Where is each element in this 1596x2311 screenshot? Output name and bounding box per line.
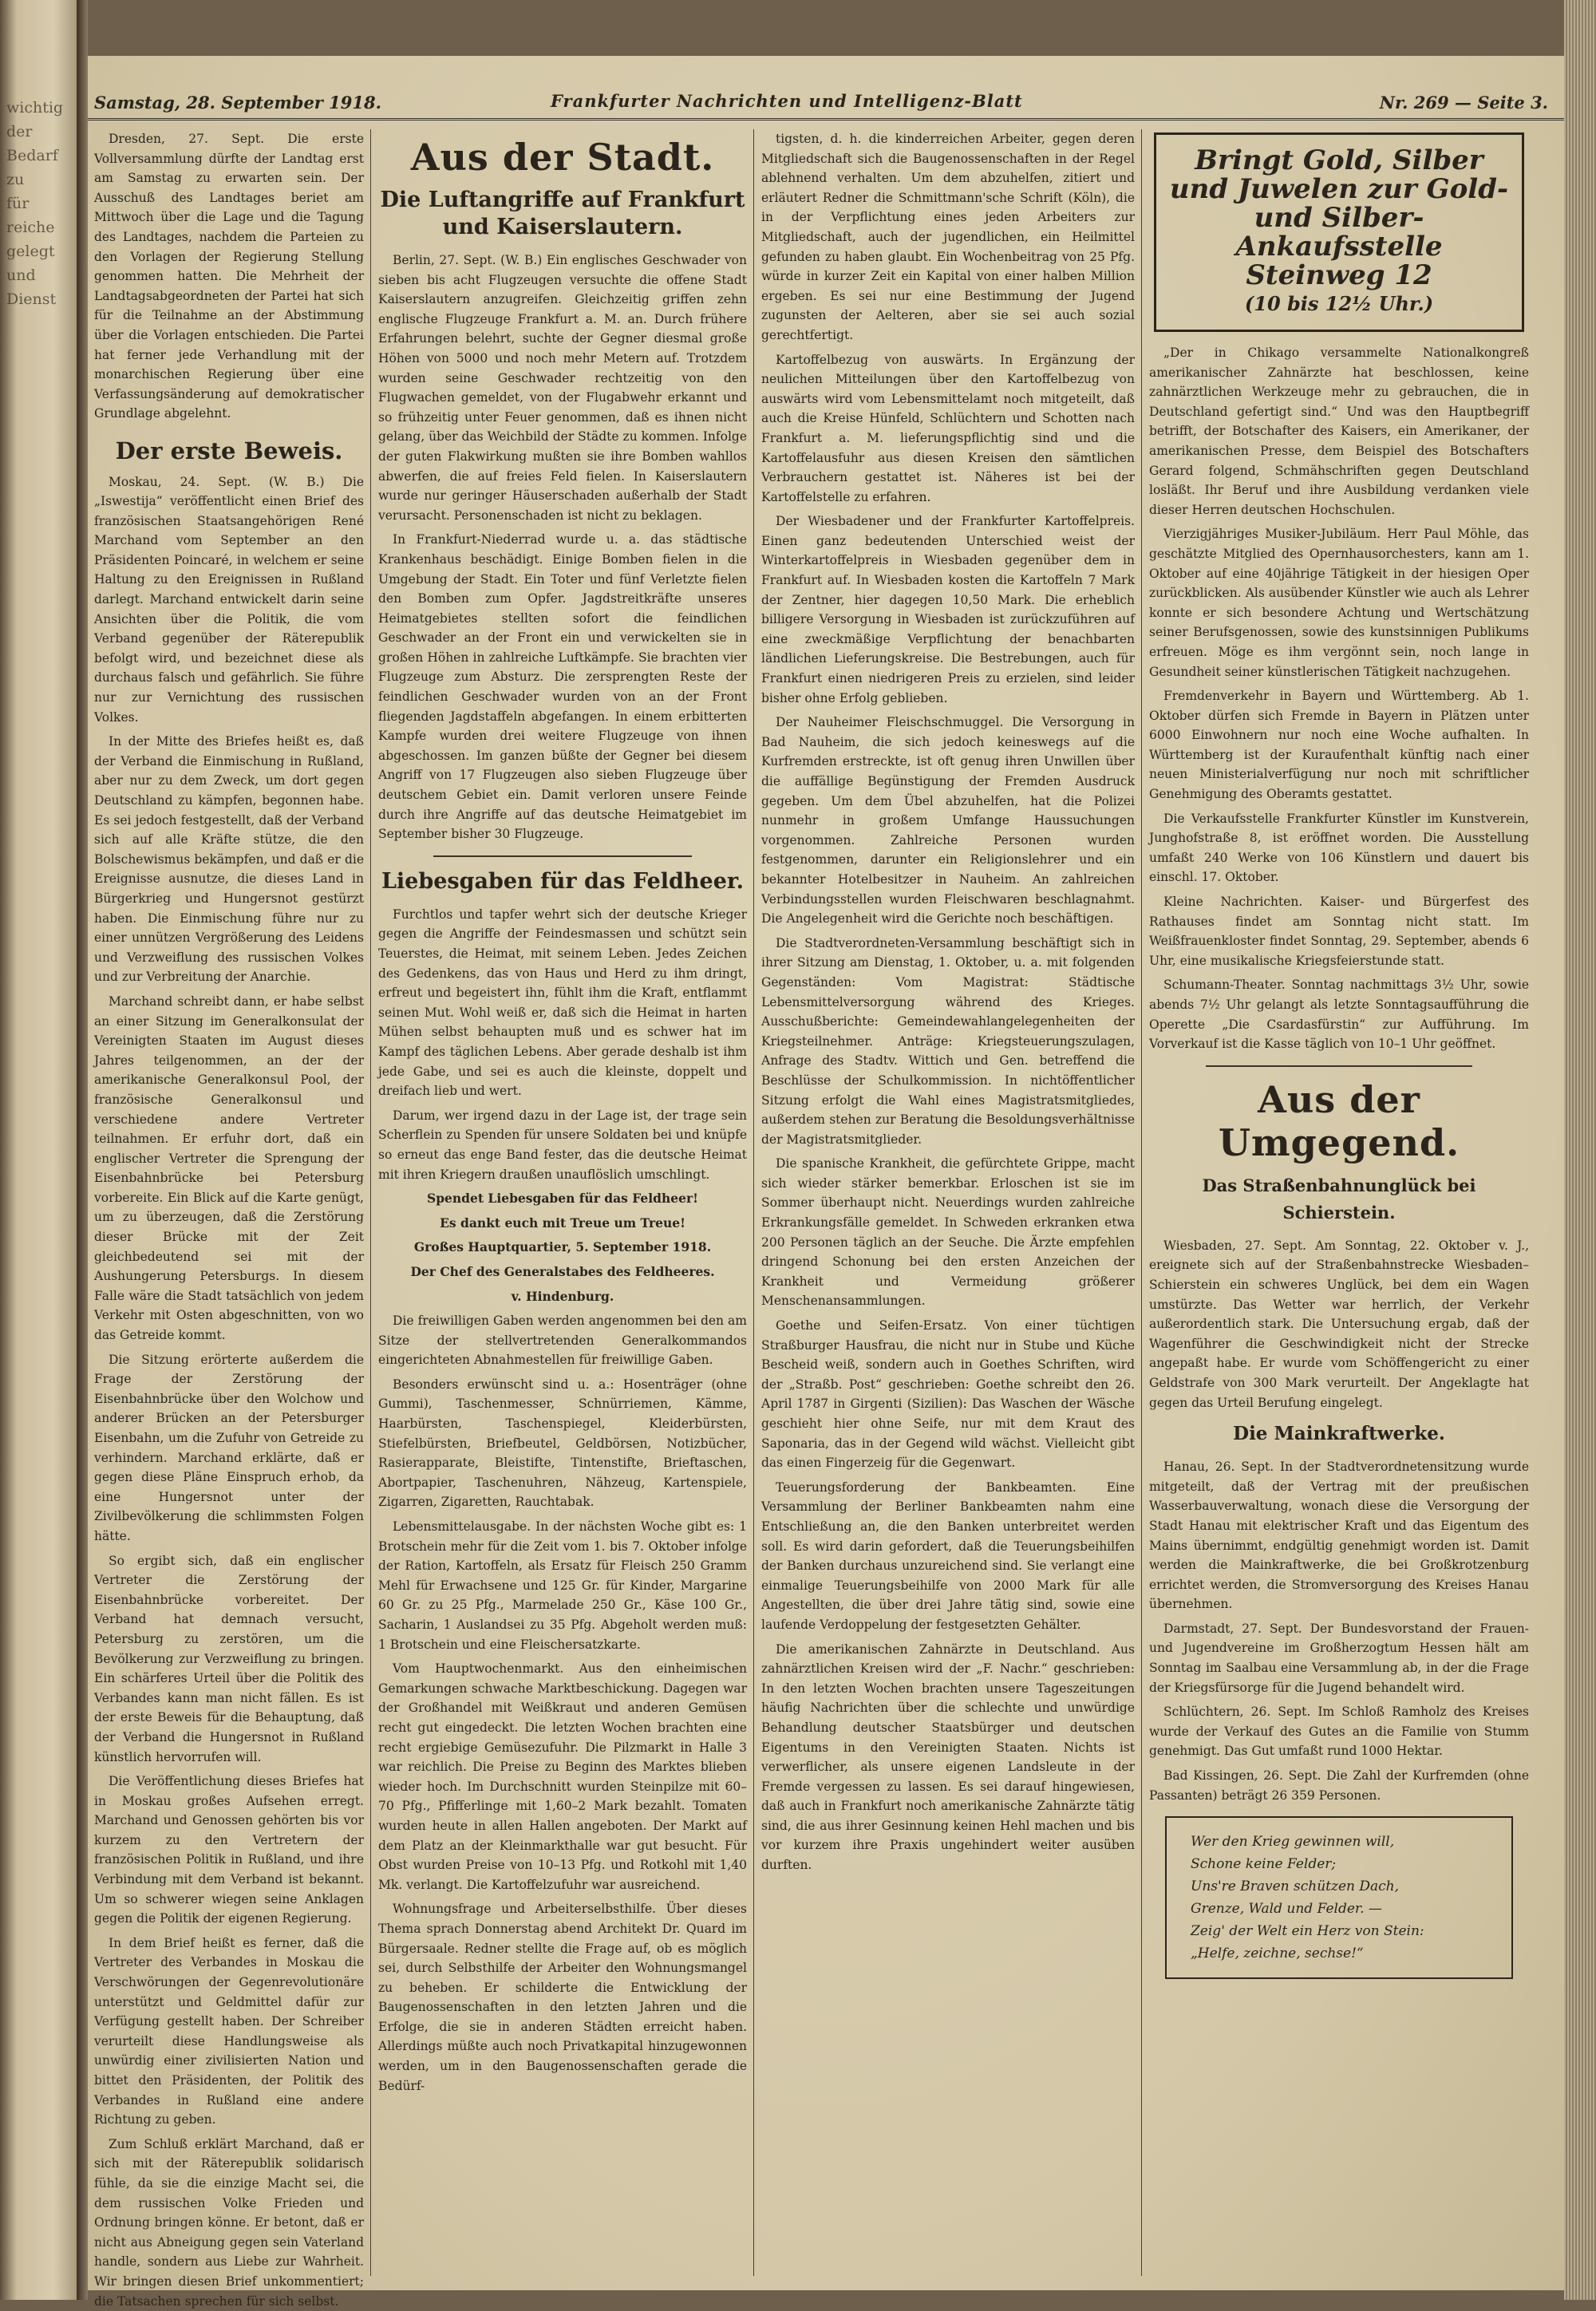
- article-paragraph: Die Stadtverordneten-Versammlung beschäftigt sich in ihrer Sitzung am Dienstag, 1. Oktober, u. a. mit folgenden Gegenständen: Vom Magistrat: Städtische Lebensmittelversorgung während des Krieges. Ausschußberichte: Gemeindewahlangelegenheiten der Kriegsteilnehmer. Anträge: Kriegsteuerungszulagen, Anfrage des Stadtv. Wittich und Gen. betreffend die Beschlüsse der Schulkommission. In nichtöffentlicher Sitzung erfolgt die Wahl eines Magistratsmitgliedes, außerdem stehen zur Beratung die Besoldungsverhältnisse der Magistratsmitglieder.: [761, 935, 1135, 1147]
- article-paragraph: In dem Brief heißt es ferner, daß die Vertreter des Verbandes in Moskau die Verschwörungen der Gegenrevolutionäre unterstützt und Geldmittel dafür zur Verfügung gestellt haben. Der Schreiber verurteilt diese Handlungsweise als unwürdig einer zivilisierten Nation und bittet den Präsidenten, der Politik des Verbandes in Rußland eine andere Richtung zu geben.: [94, 1935, 364, 2127]
- column-2: [378, 129, 747, 2276]
- article-paragraph: Hanau, 26. Sept. In der Stadtverordnetensitzung wurde mitgeteilt, daß der Vertrag mit der preußischen Wasserbauverwaltung, wonach diese die Versorgung der Stadt Hanau mit elektrischer Kraft und das Eigentum des Mains übernimmt, endgültig genehmigt worden ist. Damit werden die Mainkraftwerke, die bei Großkrotzenburg errichtet werden, die Stromversorgung des Kreises Hanau übernehmen.: [1149, 1460, 1529, 1612]
- article-paragraph: In Frankfurt-Niederrad wurde u. a. das städtische Krankenhaus beschädigt. Einige Bomben fielen in die Umgebung der Stadt. Ein Toter und fünf Verletzte fielen den Bomben zum Opfer. Jagdstreitkräfte unseres Heimatgebietes stellten sofort die feindlichen Geschwader an der Front ein und verwickelten sie in großen Höhen in zahlreiche Luftkämpfe. Sie brachten vier Flugzeuge zum Absturz. Die zersprengten Reste der feindlichen Geschwader wurden von an der Front fliegenden Jagdstaffeln abgefangen. In einem erbitterten Kampfe wurden drei weitere Flugzeuge von ihnen abgeschossen. Im ganzen büßte der Gegner bei diesem Angriff von 17 Flugzeugen also sieben Flugzeuge über deutschem Gebiet ein. Damit verloren unsere Feinde durch ihre Angriffe auf das deutsche Heimatgebiet im September bisher 30 Flugzeuge.: [378, 532, 747, 842]
- article-paragraph: Vom Hauptwochenmarkt. Aus den einheimischen Gemarkungen schwache Marktbeschickung. Dagegen war der Großhandel mit Weißkraut und anderen Gemüsen recht gut eingedeckt. Die letzten Wochen brachten eine recht ergiebige Gemüsezufuhr. Die Pilzmarkt in Halle 3 war reichlich. Die Preise zu Beginn des Marktes blieben wieder hoch. Im Durchschnitt wurden Steinpilze mit 60–70 Pfg., Pfifferlinge mit 1,60–2 Mark bezahlt. Tomaten wurden heute in allen Hallen angeboten. Der Markt auf dem Platz an der Kleinmarkthalle war gut besucht. Für Obst wurden Preise von 10–13 Pfg. und Rotkohl mit 1,40 Mk. verlangt. Die Kartoffelzufuhr war ausreichend.: [378, 1661, 747, 1892]
- article-paragraph: Schlüchtern, 26. Sept. Im Schloß Ramholz des Kreises wurde der Verkauf des Gutes an die Familie von Stumm genehmigt. Das Gut umfaßt rund 1000 Hektar.: [1149, 1705, 1529, 1759]
- column-rule: [1141, 129, 1142, 2276]
- article-paragraph: Schumann-Theater. Sonntag nachmittags 3½ Uhr, sowie abends 7½ Uhr gelangt als letzte Sonntagsaufführung die Operette „Die Csardasfürstin“ zur Aufführung. Im Vorverkauf ist die Kasse täglich von 10–1 Uhr geöffnet.: [1149, 978, 1529, 1052]
- poem-line: „Helfe, zeichne, sechse!“: [1191, 1946, 1364, 1962]
- running-head: [88, 86, 1564, 120]
- article-paragraph: Darum, wer irgend dazu in der Lage ist, der trage sein Scherflein zu Spenden für unsere Soldaten bei und knüpfe so erneut das enge Band fester, das die deutsche Heimat mit ihren Kriegern draußen unauflöslich umschlingt.: [378, 1108, 747, 1182]
- article-paragraph: Teuerungsforderung der Bankbeamten. Eine Versammlung der Berliner Bankbeamten nahm eine Entschließung an, die den Banken unterbreitet werden soll. Es wird darin gefordert, daß die Teuerungsbeihilfen der Banken durchaus unzureichend sind. Sie verlangt eine einmalige Teuerungsbeihilfe von 2000 Mark für alle Angestellten, die über drei Jahre tätig sind, sowie eine laufende Verdoppelung der festgesetzten Gehälter.: [761, 1479, 1135, 1632]
- column-rule: [370, 129, 371, 2276]
- article-paragraph: Besonders erwünscht sind u. a.: Hosenträger (ohne Gummi), Taschenmesser, Schnürriemen, Kämme, Haarbürsten, Taschenspiegel, Kleiderbürsten, Stiefelbürsten, Briefbeutel, Geldbörsen, Notizbücher, Rasierapparate, Bleistifte, Tintenstifte, Brieftaschen, Abortpapier, Taschenuhren, Nähzeug, Kartenspiele, Zigarren, Zigaretten, Rauchtabak.: [378, 1377, 747, 1510]
- column-1: [94, 129, 364, 2309]
- article-paragraph: So ergibt sich, daß ein englischer Vertreter die Zerstörung der Eisenbahnbrücke vorbereitet. Der Verband hat demnach versucht, Petersburg zu zerstören, um die Bevölkerung zur Verzweiflung zu bringen. Ein schärferes Urteil über die Politik des Verbandes kann man nicht fällen. Es ist der erste Beweis für die Behauptung, daß der Verband die Hungersnot in Rußland künstlich hervorrufen will.: [94, 1553, 364, 1764]
- column-rule: [753, 129, 754, 2276]
- article-paragraph: Dresden, 27. Sept. Die erste Vollversammlung dürfte der Landtag erst am Samstag zu erwarten sein. Der Ausschuß des Landtages beriet am Mittwoch über die Lage und die Tagung des Landtages, nachdem die Parteien zu den Vorlagen der Regierung Stellung genommen hatten. Die Mehrheit der Landtagsabgeordneten der Partei hat sich für die Teilnahme an der Abstimmung über die Vorlagen entschieden. Die Partei hat ferner jede Verhandlung mit der monarchischen Regierung über eine Verfassungsänderung auf demokratischer Grundlage abgelehnt.: [94, 132, 364, 421]
- article-paragraph: Die amerikanischen Zahnärzte in Deutschland. Aus zahnärztlichen Kreisen wird der „F. Nachr.“ geschrieben: In den letzten Wochen brachten unsere Tageszeitungen häufig Nachrichten über die schlechte und unwürdige Behandlung deutscher Staatsbürger und deutschen Eigentums in den Vereinigten Staaten. Nichts ist verwerflicher, als unsere eigenen Landsleute in der Fremde vergessen zu lassen. Es sei darauf hingewiesen, daß auch in Frankfurt noch amerikanische Zahnärzte tätig sind, die aus ihrer Gesinnung keinen Hehl machen und bis vor kurzem ihre Praxis ungehindert weiter ausüben durften.: [761, 1641, 1135, 1873]
- previous-page-text: wichtig: [6, 99, 64, 117]
- article-paragraph: Der Nauheimer Fleischschmuggel. Die Versorgung in Bad Nauheim, die sich jedoch keineswegs auf die Kurfremden erstreckte, ist oft genug ihren Unwillen über die auffällige Begünstigung der Fremden Ausdruck gegeben. Um dem Übel abzuhelfen, hat die Polizei nunmehr in großem Umfange Haussuchungen vorgenommen. Zahlreiche Personen wurden festgenommen, darunter ein Religionslehrer und ein bekannter Hotelbesitzer in Nauheim. An zahlreichen Verbindungsstellen wurden Fleischwaren beschlagnahmt. Die Angelegenheit wird die Gerichte noch beschäftigen.: [761, 715, 1135, 926]
- article-paragraph: Lebensmittelausgabe. In der nächsten Woche gibt es: 1 Brotschein mehr für die Zeit vom 1. bis 7. Oktober infolge der Ration, Kartoffeln, als Ersatz für Fleisch 250 Gramm Mehl für Erwachsene und 125 Gr. für Kinder, Margarine 60 Gr. zu 25 Pfg., Marmelade 250 Gr., Käse 100 Gr., Sacharin, 1 Auslandsei zu 35 Pfg. Abgeholt werden muß: 1 Brotschein und eine Fleischersatzkarte.: [378, 1519, 747, 1652]
- article-paragraph: Die Verkaufsstelle Frankfurter Künstler im Kunstverein, Junghofstraße 8, ist eröffnet worden. Die Ausstellung umfaßt 240 Werke von 106 Künstlern und dauert bis einschl. 17. Oktober.: [1149, 811, 1529, 885]
- article-paragraph: Goethe und Seifen-Ersatz. Von einer tüchtigen Straßburger Hausfrau, die nicht nur in Stube und Küche Bescheid weiß, sondern auch in Goethes Schriften, wird der „Straßb. Post“ geschrieben: Goethe schreibt den 26. April 1787 in Girgenti (Sizilien): Das Waschen der Wäsche geschieht hier ohne Seife, nur mit dem Kraut des Saponaria, das in der Gegend wild wächst. Vielleicht gibt das einen Fingerzeig für die Gegenwart.: [761, 1318, 1135, 1471]
- previous-page-text: der: [6, 123, 33, 140]
- poem-line: Grenze, Wald und Felder. —: [1191, 1901, 1382, 1918]
- article-paragraph: Berlin, 27. Sept. (W. B.) Ein englisches Geschwader von sieben bis acht Flugzeugen versuchte die offene Stadt Kaiserslautern anzugreifen. Gleichzeitig griffen zehn englische Flugzeuge Frankfurt a. M. an. Durch frühere Erfahrungen belehrt, suchte der Gegner diesmal große Höhen von 5000 und noch mehr Metern auf. Trotzdem wurden seine Geschwader rechtzeitig von den Flugwachen gemeldet, von der Flugabwehr erkannt und so frühzeitig unter Feuer genommen, daß es ihnen nicht gelang, über das Weichbild der Städte zu kommen. Infolge der guten Flakwirkung mußten sie ihre Bomben wahllos abwerfen, die auf freies Feld fielen. In Kaiserslautern wurde nur geringer Häuserschaden außerhalb der Stadt verursacht. Personenschaden ist nicht zu beklagen.: [378, 253, 747, 523]
- section-title: Aus der Stadt.: [410, 136, 715, 179]
- ad-hours: (10 bis 12½ Uhr.): [1244, 292, 1434, 315]
- section-title: Aus der Umgegend.: [1218, 1077, 1460, 1164]
- divider: [433, 855, 691, 857]
- ad-text: Bringt Gold, Silber und Juwelen zur Gold- und Silber-Ankaufsstelle Steinweg 12: [1169, 144, 1509, 291]
- article-paragraph: Die freiwilligen Gaben werden angenommen bei den am Sitze der stellvertretenden Generalkommandos eingerichteten Abnahmestellen für freiwillige Gaben.: [378, 1314, 747, 1368]
- poem-line: Schone keine Felder;: [1191, 1856, 1337, 1873]
- article-paragraph: „Der in Chikago versammelte Nationalkongreß amerikanischer Zahnärzte hat beschlossen, keine zahnärztlichen Werkzeuge mehr zu gebrauchen, die in Deutschland gefertigt sind.“ Und was den Hauptbegriff betrifft, der Botschafter des Kaisers, ein Amerikaner, der amerikanischen Presse, dem Beispiel des Botschafters Gerard folgend, Schmähschriften gegen Deutschland losläßt. Ihr Beruf und ihre Ausbildung verdanken viele dieser Herren deutschen Hochschulen.: [1149, 346, 1529, 517]
- article-paragraph: Moskau, 24. Sept. (W. B.) Die „Iswestija“ veröffentlicht einen Brief des französischen Staatsangehörigen René Marchand vom September an den Präsidenten Poincaré, in welchem er seine Haltung zu den Ereignissen in Rußland darlegt. Marchand entwickelt darin seine Ansichten über die Politik, die vom Verband gegenüber der Räterepublik befolgt wird, und bezeichnet diese als durchaus falsch und gefährlich. Sie führe nur zur Vernichtung des russischen Volkes.: [94, 474, 364, 725]
- appeal-line: Es dankt euch mit Treue um Treue!: [440, 1215, 685, 1231]
- poem-line: Zeig' der Welt ein Herz von Stein:: [1191, 1923, 1424, 1940]
- article-heading: Die Mainkraftwerke.: [1233, 1423, 1445, 1445]
- article-paragraph: Vierzigjähriges Musiker-Jubiläum. Herr Paul Möhle, das geschätzte Mitglied des Opernhausorchesters, kann am 1. Oktober auf eine 40jährige Tätigkeit in der hiesigen Oper zurückblicken. Als ausübender Künstler wie auch als Lehrer konnte er sich besondere Achtung und Wertschätzung seiner Berufsgenossen, sowie des kunstsinnigen Publikums erfreuen. Möge es ihm vergönnt sein, noch lange in Gesundheit seiner künstlerischen Tätigkeit nachzugehen.: [1149, 527, 1529, 679]
- column-3: [761, 129, 1135, 2276]
- page-number: Nr. 269 — Seite 3.: [1379, 93, 1548, 113]
- previous-page-text: zu: [6, 171, 25, 188]
- article-paragraph: Marchand schreibt dann, er habe selbst an einer Sitzung im Generalkonsulat der Vereinigten Staaten im August dieses Jahres teilgenommen, an der der amerikanische Generalkonsul Pool, der französische Generalkonsul und verschiedene andere Vertreter teilnahmen. Er erfuhr dort, daß ein englischer Vertreter die Sprengung der Eisenbahnbrücke bei Petersburg vorbereite. Ein Blick auf die Karte genügt, um zu überzeugen, daß die Zerstörung dieser Brücke mit der Zeit gleichbedeutend sei mit der Aushungerung Petersburgs. In diesem Falle wäre die Stadt tatsächlich von jedem Verkehr mit Osten abgeschnitten, von wo das Getreide kommt.: [94, 994, 364, 1343]
- article-paragraph: Zum Schluß erklärt Marchand, daß er sich mit der Räterepublik solidarisch fühle, da sie die einzige Macht sei, die dem russischen Volke Frieden und Ordnung bringen könne. Er betont, daß er nicht aus Abneigung gegen sein Vaterland handle, sondern aus Liebe zur Wahrheit. Wir bringen diesen Brief unkommentiert; die Tatsachen sprechen für sich selbst.: [94, 2136, 364, 2309]
- appeal-line: Großes Hauptquartier, 5. September 1918.: [413, 1239, 712, 1255]
- appeal-line: v. Hindenburg.: [511, 1288, 614, 1304]
- previous-page-text: für: [6, 195, 30, 212]
- divider: [1206, 1065, 1472, 1067]
- book-gutter: [77, 0, 88, 2300]
- article-paragraph: Wiesbaden, 27. Sept. Am Sonntag, 22. Oktober v. J., ereignete sich auf der Straßenbahnstrecke Wiesbaden–Schierstein ein schweres Unglück, bei dem ein Wagen umstürzte. Das Wetter war herrlich, der Verkehr außerordentlich stark. Die Untersuchung ergab, daß der Wagenführer die Geschwindigkeit nicht der Strecke angepaßt habe. Er wurde vom Schöffengericht zu einer Geldstrafe von 300 Mark verurteilt. Der Angeklagte hat gegen das Urteil Berufung eingelegt.: [1149, 1238, 1529, 1410]
- previous-page-text: Dienst: [6, 290, 57, 308]
- running-head-date: Samstag, 28. September 1918.: [94, 93, 381, 113]
- article-paragraph: In der Mitte des Briefes heißt es, daß der Verband die Einmischung in Rußland, aber nur zu dem Zweck, um dort gegen Deutschland zu kämpfen, begonnen habe. Es sei jedoch festgestellt, daß der Verband sich auf alle Kräfte stütze, die den Bolschewismus bekämpfen, und daß er die Ereignisse ausnutze, die dieses Land in Bürgerkrieg und Hungersnot gestürzt haben. Die Einmischung führe nur zu einer unnützen Vergrößerung des Leidens und Verzweiflung des russischen Volkes und zur Verbreitung der Anarchie.: [94, 734, 364, 985]
- previous-page-text: und: [6, 267, 36, 284]
- article-paragraph: tigsten, d. h. die kinderreichen Arbeiter, gegen deren Mitgliedschaft sich die Baugenossenschaften in der Regel ablehnend verhalten. Um dem abzuhelfen, zitiert und erläutert Redner die Schmittmann'sche Schrift (Köln), die in der Verpflichtung eines jeden Arbeiters zur Mitgliedschaft, auch der jugendlichen, ein Heilmittel gefunden zu haben glaubt. Ein Wochenbeitrag von 25 Pfg. würde in kurzer Zeit ein Kapital von einer halben Million ergeben. Es sei nur eine Bestimmung der Jugend zugunsten der Aelteren, aber sie sei auch sozial gerechtfertigt.: [761, 132, 1135, 342]
- article-paragraph: Die Veröffentlichung dieses Briefes hat in Moskau großes Aufsehen erregt. Marchand und Genossen gehörten bis vor kurzem zu den Vertretern der französischen Politik in Rußland, und ihre Verbindung mit dem Verband ist bekannt. Um so schwerer wiegen seine Anklagen gegen die Politik der eigenen Regierung.: [94, 1774, 364, 1926]
- article-paragraph: Die spanische Krankheit, die gefürchtete Grippe, macht sich wieder stärker bemerkbar. Erloschen ist sie im Sommer überhaupt nicht. Neuerdings wurden zahlreiche Erkrankungsfälle gemeldet. In Schweden erkranken etwa 200 Personen täglich an der Seuche. Die Ärzte empfehlen dringend Schonung bei den ersten Anzeichen der Krankheit und Vermeidung größerer Menschenansammlungen.: [761, 1156, 1135, 1309]
- article-paragraph: Wohnungsfrage und Arbeiterselbsthilfe. Über dieses Thema sprach Donnerstag abend Architekt Dr. Quard im Bürgersaale. Redner stellte die Frage auf, ob es möglich sei, durch Selbsthilfe der Arbeiter den Wohnungsmangel zu beheben. Er schilderte die Entwicklung der Baugenossenschaften in den letzten Jahren und die Erfolge, die sie in anderen Städten erreicht haben. Allerdings müßte auch noch Privatkapital hinzugewonnen werden, um in den Baugenossenschaften gerade die Bedürf-: [378, 1902, 747, 2093]
- masthead: Frankfurter Nachrichten und Intelligenz-Blatt: [551, 91, 1023, 111]
- poem-line: Uns're Braven schützen Dach,: [1191, 1878, 1400, 1895]
- previous-page-text: Bedarf: [6, 147, 58, 164]
- previous-page-edge: [0, 0, 77, 2300]
- article-paragraph: Bad Kissingen, 26. Sept. Die Zahl der Kurfremden (ohne Passanten) beträgt 26 359 Personen.: [1149, 1768, 1529, 1803]
- poem-box: [1165, 1816, 1513, 1979]
- article-heading: Die Luftangriffe auf Frankfurt und Kaiserslautern.: [380, 188, 745, 239]
- page-stack-edge: [1564, 0, 1596, 2300]
- previous-page-text: gelegt: [6, 243, 55, 260]
- poem-line: Wer den Krieg gewinnen will,: [1191, 1834, 1395, 1851]
- article-paragraph: Kleine Nachrichten. Kaiser- und Bürgerfest des Rathauses findet am Sonntag nicht statt. Im Weißfrauenkloster findet Sonntag, 29. September, abends 6 Uhr, eine musikalische Kriegsfeierstunde statt.: [1149, 895, 1529, 968]
- article-heading: Liebesgaben für das Feldheer.: [381, 868, 745, 894]
- column-4: [1149, 129, 1529, 2276]
- previous-page-column: [6, 96, 73, 311]
- article-heading: Das Straßenbahnunglück bei Schierstein.: [1202, 1175, 1476, 1223]
- article-paragraph: Darmstadt, 27. Sept. Der Bundesvorstand der Frauen- und Jugendvereine im Großherzogtum Hessen hält am Sonntag im Saalbau eine Versammlung ab, in der die Frage der Kriegsfürsorge für die Jugend behandelt wird.: [1149, 1621, 1529, 1695]
- article-paragraph: Fremdenverkehr in Bayern und Württemberg. Ab 1. Oktober dürfen sich Fremde in Bayern in Plätzen unter 6000 Einwohnern nur noch eine Woche aufhalten. In Württemberg ist der Kuraufenthalt künftig nach einer neuen Ministerialverfügung nur noch mit schriftlicher Genehmigung des Oberamts gestattet.: [1149, 689, 1529, 802]
- previous-page-text: reiche: [6, 219, 55, 236]
- article-paragraph: Furchtlos und tapfer wehrt sich der deutsche Krieger gegen die Angriffe der Feindesmassen und schützt sein Teuerstes, die Heimat, mit seinem Leben. Jedes Zeichen des Gedenkens, das von Haus und Herd zu ihm dringt, erfreut und begeistert ihn, fühlt ihm die Kraft, entflammt seinen Mut. Wohl weiß er, daß sich die Heimat in harten Mühen selbst behaupten muß und es schwer hat im Kampf des täglichen Lebens. Aber gerade deshalb ist ihm jede Gabe, und sei es auch die kleinste, doppelt und dreifach lieb und wert.: [378, 907, 747, 1099]
- appeal-line: Der Chef des Generalstabes des Feldheeres.: [410, 1263, 715, 1279]
- article-paragraph: Der Wiesbadener und der Frankfurter Kartoffelpreis. Einen ganz bedeutenden Unterschied weist der Winterkartoffelpreis in Wiesbaden gegenüber dem in Frankfurt auf. In Wiesbaden kosten die Kartoffeln 7 Mark der Zentner, hier dagegen 10,50 Mark. Die erheblich billigere Versorgung in Wiesbaden ist zurückzuführen auf eine zweckmäßige Verpflichtung der benachbarten ländlichen Lieferungskreise. Die Bestrebungen, auch für Frankfurt einen niedrigeren Preis zu erzielen, sind leider bisher ohne Erfolg geblieben.: [761, 514, 1135, 705]
- advertisement-box: [1154, 132, 1524, 332]
- article-paragraph: Die Sitzung erörterte außerdem die Frage der Zerstörung der Eisenbahnbrücke über den Wolchow und anderer Brücken an der Petersburger Eisenbahn, um die Zufuhr von Getreide zu verhindern. Marchand erklärte, daß er gegen diese Pläne Einspruch erhob, da eine Hungersnot unter der Zivilbevölkerung die schlimmsten Folgen hätte.: [94, 1352, 364, 1543]
- appeal-line: Spendet Liebesgaben für das Feldheer!: [427, 1191, 698, 1207]
- article-heading: Der erste Beweis.: [115, 437, 343, 464]
- newspaper-page: [88, 56, 1564, 2309]
- article-paragraph: Kartoffelbezug von auswärts. In Ergänzung der neulichen Mitteilungen über den Kartoffelbezug von auswärts wird vom Lebensmittelamt noch mitgeteilt, daß auch die Kreise Hünfeld, Schlüchtern und Schotten nach Frankfurt a. M. lieferungspflichtig sind und die Kartoffelausfuhr aus diesen Kreisen den sämtlichen Verbrauchern gestattet ist. Näheres ist bei der Kartoffelstelle zu erfahren.: [761, 352, 1135, 504]
